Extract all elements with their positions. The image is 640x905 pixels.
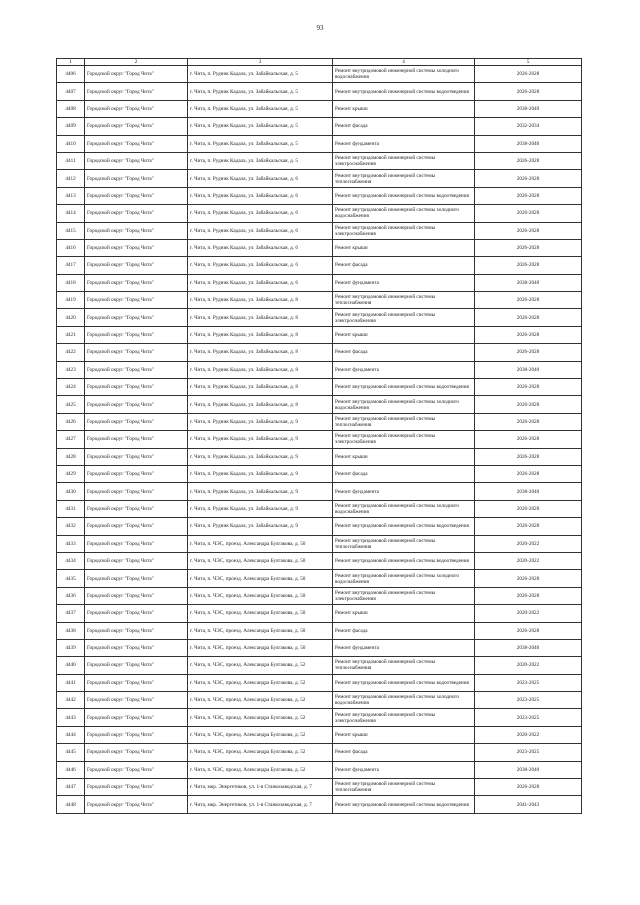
row-number: 4425 [57, 396, 85, 413]
period-cell: 2026-2028 [475, 344, 582, 361]
work-type-cell: Ремонт внутридомовой инженерной системы холодного водоснабжения [333, 500, 475, 517]
address-cell: г. Чита, п. Рудник Кадала, ул. Забайкальская, д. 8 [188, 292, 333, 309]
address-cell: г. Чита, п. ЧЭС, проезд. Александра Булгакова, д. 52 [188, 726, 333, 743]
table-row [57, 483, 582, 500]
period-cell: 2026-2028 [475, 500, 582, 517]
table-row [57, 518, 582, 535]
table-row [57, 500, 582, 517]
work-type-cell: Ремонт внутридомовой инженерной системы электроснабжения [333, 431, 475, 448]
address-cell: г. Чита, п. Рудник Кадала, ул. Забайкальская, д. 6 [188, 222, 333, 239]
period-cell: 2026-2028 [475, 396, 582, 413]
table-row [57, 761, 582, 778]
period-cell: 2026-2028 [475, 292, 582, 309]
municipality-cell: Городской округ "Город Чита" [85, 274, 188, 291]
period-cell: 2026-2028 [475, 413, 582, 430]
address-cell: г. Чита, п. ЧЭС, проезд. Александра Булгакова, д. 52 [188, 709, 333, 726]
period-cell: 2026-2028 [475, 187, 582, 204]
work-type-cell: Ремонт фундамента [333, 274, 475, 291]
work-type-cell: Ремонт фасада [333, 118, 475, 135]
address-cell: г. Чита, п. Рудник Кадала, ул. Забайкальская, д. 5 [188, 152, 333, 169]
municipality-cell: Городской округ "Город Чита" [85, 379, 188, 396]
address-cell: г. Чита, п. ЧЭС, проезд. Александра Булгакова, д. 50 [188, 587, 333, 604]
table-row [57, 379, 582, 396]
row-number: 4435 [57, 570, 85, 587]
table-row [57, 674, 582, 691]
municipality-cell: Городской округ "Город Чита" [85, 674, 188, 691]
period-cell: 2026-2028 [475, 239, 582, 256]
table-row [57, 361, 582, 378]
address-cell: г. Чита, п. Рудник Кадала, ул. Забайкальская, д. 8 [188, 344, 333, 361]
table-row [57, 309, 582, 326]
table-row [57, 796, 582, 813]
municipality-cell: Городской округ "Город Чита" [85, 396, 188, 413]
period-cell: 2026-2028 [475, 570, 582, 587]
municipality-cell: Городской округ "Город Чита" [85, 413, 188, 430]
municipality-cell: Городской округ "Город Чита" [85, 622, 188, 639]
address-cell: г. Чита, п. Рудник Кадала, ул. Забайкальская, д. 9 [188, 413, 333, 430]
address-cell: г. Чита, п. Рудник Кадала, ул. Забайкальская, д. 8 [188, 379, 333, 396]
period-cell: 2020-2022 [475, 552, 582, 569]
row-number: 4438 [57, 622, 85, 639]
table-row [57, 692, 582, 709]
period-cell: 2026-2028 [475, 379, 582, 396]
work-type-cell: Ремонт крыши [333, 448, 475, 465]
period-cell: 2023-2025 [475, 674, 582, 691]
work-type-cell: Ремонт фундамента [333, 761, 475, 778]
row-number: 4423 [57, 361, 85, 378]
address-cell: г. Чита, п. Рудник Кадала, ул. Забайкальская, д. 9 [188, 465, 333, 482]
table-row [57, 639, 582, 656]
row-number: 4436 [57, 587, 85, 604]
municipality-cell: Городской округ "Город Чита" [85, 326, 188, 343]
period-cell: 2026-2028 [475, 170, 582, 187]
row-number: 4415 [57, 222, 85, 239]
work-type-cell: Ремонт внутридомовой инженерной системы теплоснабжения [333, 535, 475, 552]
table-row [57, 222, 582, 239]
table-row [57, 326, 582, 343]
address-cell: г. Чита, п. Рудник Кадала, ул. Забайкальская, д. 8 [188, 326, 333, 343]
municipality-cell: Городской округ "Город Чита" [85, 570, 188, 587]
period-cell: 2026-2028 [475, 257, 582, 274]
row-number: 4426 [57, 413, 85, 430]
period-cell: 2020-2022 [475, 726, 582, 743]
table-body [57, 66, 582, 814]
work-type-cell: Ремонт внутридомовой инженерной системы электроснабжения [333, 309, 475, 326]
address-cell: г. Чита, п. ЧЭС, проезд. Александра Булгакова, д. 50 [188, 622, 333, 639]
address-cell: г. Чита, п. Рудник Кадала, ул. Забайкальская, д. 6 [188, 205, 333, 222]
address-cell: г. Чита, п. Рудник Кадала, ул. Забайкальская, д. 6 [188, 274, 333, 291]
municipality-cell: Городской округ "Город Чита" [85, 118, 188, 135]
municipality-cell: Городской округ "Город Чита" [85, 135, 188, 152]
row-number: 4413 [57, 187, 85, 204]
row-number: 4427 [57, 431, 85, 448]
period-cell: 2026-2028 [475, 83, 582, 100]
work-type-cell: Ремонт внутридомовой инженерной системы холодного водоснабжения [333, 396, 475, 413]
work-type-cell: Ремонт крыши [333, 239, 475, 256]
address-cell: г. Чита, п. Рудник Кадала, ул. Забайкальская, д. 6 [188, 239, 333, 256]
address-cell: г. Чита, п. Рудник Кадала, ул. Забайкальская, д. 9 [188, 500, 333, 517]
address-cell: г. Чита, п. ЧЭС, проезд. Александра Булгакова, д. 52 [188, 674, 333, 691]
period-cell: 2026-2028 [475, 587, 582, 604]
address-cell: г. Чита, п. ЧЭС, проезд. Александра Булгакова, д. 52 [188, 744, 333, 761]
municipality-cell: Городской округ "Город Чита" [85, 83, 188, 100]
work-type-cell: Ремонт фасада [333, 465, 475, 482]
period-cell: 2026-2028 [475, 326, 582, 343]
municipality-cell: Городской округ "Город Чита" [85, 361, 188, 378]
row-number: 4433 [57, 535, 85, 552]
row-number: 4430 [57, 483, 85, 500]
repair-schedule-table [56, 58, 582, 814]
row-number: 4444 [57, 726, 85, 743]
address-cell: г. Чита, п. Рудник Кадала, ул. Забайкальская, д. 8 [188, 309, 333, 326]
work-type-cell: Ремонт внутридомовой инженерной системы электроснабжения [333, 222, 475, 239]
period-cell: 2026-2028 [475, 518, 582, 535]
municipality-cell: Городской округ "Город Чита" [85, 518, 188, 535]
table-row [57, 100, 582, 117]
work-type-cell: Ремонт крыши [333, 726, 475, 743]
address-cell: г. Чита, п. Рудник Кадала, ул. Забайкальская, д. 6 [188, 187, 333, 204]
table-row [57, 570, 582, 587]
work-type-cell: Ремонт фундамента [333, 361, 475, 378]
work-type-cell: Ремонт внутридомовой инженерной системы холодного водоснабжения [333, 205, 475, 222]
work-type-cell: Ремонт фасада [333, 257, 475, 274]
column-header-period: 5 [475, 59, 582, 66]
work-type-cell: Ремонт внутридомовой инженерной системы холодного водоснабжения [333, 66, 475, 83]
work-type-cell: Ремонт внутридомовой инженерной системы водоотведения [333, 796, 475, 813]
municipality-cell: Городской округ "Город Чита" [85, 448, 188, 465]
row-number: 4421 [57, 326, 85, 343]
table-row [57, 83, 582, 100]
municipality-cell: Городской округ "Город Чита" [85, 500, 188, 517]
row-number: 4432 [57, 518, 85, 535]
period-cell: 2020-2022 [475, 535, 582, 552]
row-number: 4442 [57, 692, 85, 709]
row-number: 4445 [57, 744, 85, 761]
table-row [57, 657, 582, 674]
period-cell: 2026-2028 [475, 222, 582, 239]
address-cell: г. Чита, п. Рудник Кадала, ул. Забайкальская, д. 5 [188, 66, 333, 83]
row-number: 4408 [57, 100, 85, 117]
address-cell: г. Чита, п. ЧЭС, проезд. Александра Булгакова, д. 50 [188, 552, 333, 569]
period-cell: 2023-2025 [475, 744, 582, 761]
table-row [57, 257, 582, 274]
row-number: 4412 [57, 170, 85, 187]
table-row [57, 239, 582, 256]
municipality-cell: Городской округ "Город Чита" [85, 552, 188, 569]
work-type-cell: Ремонт внутридомовой инженерной системы холодного водоснабжения [333, 692, 475, 709]
table-row [57, 413, 582, 430]
work-type-cell: Ремонт внутридомовой инженерной системы электроснабжения [333, 709, 475, 726]
municipality-cell: Городской округ "Город Чита" [85, 657, 188, 674]
period-cell: 2026-2028 [475, 465, 582, 482]
address-cell: г. Чита, п. Рудник Кадала, ул. Забайкальская, д. 5 [188, 118, 333, 135]
row-number: 4417 [57, 257, 85, 274]
period-cell: 2023-2025 [475, 692, 582, 709]
work-type-cell: Ремонт внутридомовой инженерной системы теплоснабжения [333, 170, 475, 187]
municipality-cell: Городской округ "Город Чита" [85, 639, 188, 656]
address-cell: г. Чита, п. Рудник Кадала, ул. Забайкальская, д. 9 [188, 448, 333, 465]
table-row [57, 535, 582, 552]
table-row [57, 431, 582, 448]
work-type-cell: Ремонт фундамента [333, 135, 475, 152]
municipality-cell: Городской округ "Город Чита" [85, 292, 188, 309]
period-cell: 2020-2022 [475, 657, 582, 674]
row-number: 4428 [57, 448, 85, 465]
page-number: 93 [316, 24, 324, 32]
work-type-cell: Ремонт внутридомовой инженерной системы теплоснабжения [333, 779, 475, 796]
work-type-cell: Ремонт крыши [333, 100, 475, 117]
address-cell: г. Чита, п. Рудник Кадала, ул. Забайкальская, д. 6 [188, 257, 333, 274]
work-type-cell: Ремонт внутридомовой инженерной системы водоотведения [333, 552, 475, 569]
table-row [57, 118, 582, 135]
period-cell: 2038-2040 [475, 761, 582, 778]
period-cell: 2026-2028 [475, 779, 582, 796]
municipality-cell: Городской округ "Город Чита" [85, 605, 188, 622]
municipality-cell: Городской округ "Город Чита" [85, 66, 188, 83]
work-type-cell: Ремонт фундамента [333, 639, 475, 656]
address-cell: г. Чита, п. Рудник Кадала, ул. Забайкальская, д. 9 [188, 483, 333, 500]
period-cell: 2041-2043 [475, 796, 582, 813]
row-number: 4439 [57, 639, 85, 656]
municipality-cell: Городской округ "Город Чита" [85, 100, 188, 117]
row-number: 4434 [57, 552, 85, 569]
municipality-cell: Городской округ "Город Чита" [85, 344, 188, 361]
address-cell: г. Чита, п. Рудник Кадала, ул. Забайкальская, д. 5 [188, 135, 333, 152]
municipality-cell: Городской округ "Город Чита" [85, 779, 188, 796]
column-header-work-type: 4 [333, 59, 475, 66]
municipality-cell: Городской округ "Город Чита" [85, 309, 188, 326]
row-number: 4437 [57, 605, 85, 622]
row-number: 4419 [57, 292, 85, 309]
period-cell: 2038-2040 [475, 639, 582, 656]
column-header-number: 1 [57, 59, 85, 66]
table-row [57, 744, 582, 761]
row-number: 4443 [57, 709, 85, 726]
address-cell: г. Чита, п. ЧЭС, проезд. Александра Булгакова, д. 52 [188, 657, 333, 674]
table-row [57, 448, 582, 465]
row-number: 4407 [57, 83, 85, 100]
period-cell: 2026-2028 [475, 622, 582, 639]
work-type-cell: Ремонт внутридомовой инженерной системы водоотведения [333, 379, 475, 396]
table-row [57, 587, 582, 604]
period-cell: 2038-2040 [475, 361, 582, 378]
municipality-cell: Городской округ "Город Чита" [85, 709, 188, 726]
table-row [57, 152, 582, 169]
address-cell: г. Чита, п. Рудник Кадала, ул. Забайкальская, д. 9 [188, 518, 333, 535]
table-row [57, 205, 582, 222]
municipality-cell: Городской округ "Город Чита" [85, 152, 188, 169]
row-number: 4441 [57, 674, 85, 691]
address-cell: г. Чита, п. ЧЭС, проезд. Александра Булгакова, д. 52 [188, 761, 333, 778]
address-cell: г. Чита, мкр. Энергетиков, ул. 1-я Станкозаводская, д. 7 [188, 796, 333, 813]
municipality-cell: Городской округ "Город Чита" [85, 761, 188, 778]
municipality-cell: Городской округ "Город Чита" [85, 431, 188, 448]
municipality-cell: Городской округ "Город Чита" [85, 744, 188, 761]
row-number: 4409 [57, 118, 85, 135]
column-header-municipality: 2 [85, 59, 188, 66]
address-cell: г. Чита, мкр. Энергетиков, ул. 1-я Станкозаводская, д. 7 [188, 779, 333, 796]
address-cell: г. Чита, п. ЧЭС, проезд. Александра Булгакова, д. 50 [188, 535, 333, 552]
work-type-cell: Ремонт крыши [333, 326, 475, 343]
row-number: 4440 [57, 657, 85, 674]
work-type-cell: Ремонт крыши [333, 605, 475, 622]
address-cell: г. Чита, п. Рудник Кадала, ул. Забайкальская, д. 9 [188, 431, 333, 448]
municipality-cell: Городской округ "Город Чита" [85, 170, 188, 187]
municipality-cell: Городской округ "Город Чита" [85, 239, 188, 256]
municipality-cell: Городской округ "Город Чита" [85, 483, 188, 500]
table-row [57, 274, 582, 291]
address-cell: г. Чита, п. ЧЭС, проезд. Александра Булгакова, д. 52 [188, 692, 333, 709]
work-type-cell: Ремонт внутридомовой инженерной системы теплоснабжения [333, 413, 475, 430]
work-type-cell: Ремонт фасада [333, 622, 475, 639]
row-number: 4429 [57, 465, 85, 482]
work-type-cell: Ремонт внутридомовой инженерной системы водоотведения [333, 187, 475, 204]
address-cell: г. Чита, п. Рудник Кадала, ул. Забайкальская, д. 8 [188, 361, 333, 378]
work-type-cell: Ремонт внутридомовой инженерной системы холодного водоснабжения [333, 570, 475, 587]
work-type-cell: Ремонт внутридомовой инженерной системы водоотведения [333, 83, 475, 100]
period-cell: 2026-2028 [475, 152, 582, 169]
municipality-cell: Городской округ "Город Чита" [85, 257, 188, 274]
row-number: 4448 [57, 796, 85, 813]
work-type-cell: Ремонт внутридомовой инженерной системы теплоснабжения [333, 657, 475, 674]
address-cell: г. Чита, п. Рудник Кадала, ул. Забайкальская, д. 6 [188, 170, 333, 187]
period-cell: 2038-2040 [475, 483, 582, 500]
address-cell: г. Чита, п. Рудник Кадала, ул. Забайкальская, д. 5 [188, 83, 333, 100]
work-type-cell: Ремонт фасада [333, 344, 475, 361]
municipality-cell: Городской округ "Город Чита" [85, 796, 188, 813]
municipality-cell: Городской округ "Город Чита" [85, 726, 188, 743]
table-row [57, 170, 582, 187]
work-type-cell: Ремонт внутридомовой инженерной системы электроснабжения [333, 152, 475, 169]
municipality-cell: Городской округ "Город Чита" [85, 535, 188, 552]
period-cell: 2038-2040 [475, 274, 582, 291]
table-row [57, 396, 582, 413]
period-cell: 2023-2025 [475, 709, 582, 726]
table-row [57, 135, 582, 152]
period-cell: 2020-2022 [475, 605, 582, 622]
table-row [57, 187, 582, 204]
table-row [57, 709, 582, 726]
table-row [57, 292, 582, 309]
municipality-cell: Городской округ "Город Чита" [85, 465, 188, 482]
period-cell: 2026-2028 [475, 448, 582, 465]
row-number: 4418 [57, 274, 85, 291]
period-cell: 2026-2028 [475, 309, 582, 326]
period-cell: 2032-2034 [475, 118, 582, 135]
table-header-row [57, 59, 582, 66]
table-row [57, 344, 582, 361]
work-type-cell: Ремонт внутридомовой инженерной системы электроснабжения [333, 587, 475, 604]
period-cell: 2026-2028 [475, 66, 582, 83]
work-type-cell: Ремонт фундамента [333, 483, 475, 500]
row-number: 4431 [57, 500, 85, 517]
table-row [57, 622, 582, 639]
work-type-cell: Ремонт внутридомовой инженерной системы водоотведения [333, 518, 475, 535]
municipality-cell: Городской округ "Город Чита" [85, 222, 188, 239]
period-cell: 2038-2040 [475, 100, 582, 117]
table-row [57, 465, 582, 482]
row-number: 4411 [57, 152, 85, 169]
municipality-cell: Городской округ "Город Чита" [85, 187, 188, 204]
address-cell: г. Чита, п. ЧЭС, проезд. Александра Булгакова, д. 50 [188, 639, 333, 656]
row-number: 4447 [57, 779, 85, 796]
row-number: 4422 [57, 344, 85, 361]
address-cell: г. Чита, п. ЧЭС, проезд. Александра Булгакова, д. 50 [188, 605, 333, 622]
row-number: 4410 [57, 135, 85, 152]
municipality-cell: Городской округ "Город Чита" [85, 205, 188, 222]
table-row [57, 779, 582, 796]
row-number: 4406 [57, 66, 85, 83]
period-cell: 2026-2028 [475, 205, 582, 222]
row-number: 4424 [57, 379, 85, 396]
column-header-address: 3 [188, 59, 333, 66]
table-row [57, 552, 582, 569]
row-number: 4416 [57, 239, 85, 256]
row-number: 4446 [57, 761, 85, 778]
table-row [57, 726, 582, 743]
municipality-cell: Городской округ "Город Чита" [85, 587, 188, 604]
work-type-cell: Ремонт внутридомовой инженерной системы водоотведения [333, 674, 475, 691]
period-cell: 2038-2040 [475, 135, 582, 152]
table-row [57, 66, 582, 83]
work-type-cell: Ремонт фасада [333, 744, 475, 761]
row-number: 4414 [57, 205, 85, 222]
municipality-cell: Городской округ "Город Чита" [85, 692, 188, 709]
work-type-cell: Ремонт внутридомовой инженерной системы теплоснабжения [333, 292, 475, 309]
address-cell: г. Чита, п. ЧЭС, проезд. Александра Булгакова, д. 50 [188, 570, 333, 587]
address-cell: г. Чита, п. Рудник Кадала, ул. Забайкальская, д. 5 [188, 100, 333, 117]
period-cell: 2026-2028 [475, 431, 582, 448]
row-number: 4420 [57, 309, 85, 326]
table-row [57, 605, 582, 622]
address-cell: г. Чита, п. Рудник Кадала, ул. Забайкальская, д. 8 [188, 396, 333, 413]
